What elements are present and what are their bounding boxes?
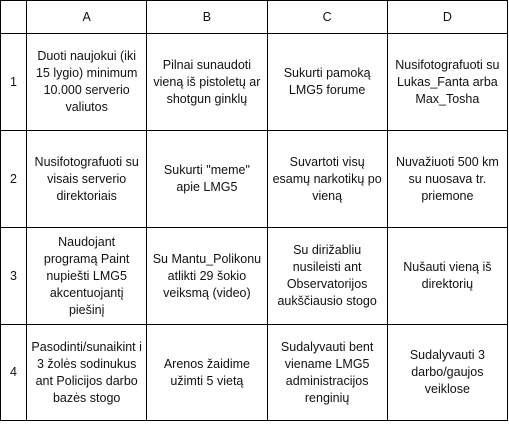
header-row — [1, 1, 508, 34]
row-header: 2 — [1, 131, 27, 228]
column-header-b: B — [147, 1, 267, 34]
task-cell: Suvartoti visų esamų narkotikų po vieną — [267, 131, 387, 228]
task-cell: Duoti naujokui (iki 15 lygio) minimum 10.000 serverio valiutos — [27, 34, 147, 131]
task-cell: Sukurti pamoką LMG5 forume — [267, 34, 387, 131]
column-header-d: D — [387, 1, 507, 34]
task-cell: Naudojant programą Paint nupiešti LMG5 akcentuojantį piešinį — [27, 228, 147, 325]
task-cell: Sukurti "meme" apie LMG5 — [147, 131, 267, 228]
task-cell: Arenos žaidime užimti 5 vietą — [147, 325, 267, 421]
row-header: 1 — [1, 34, 27, 131]
task-cell: Sudalyvauti 3 darbo/gaujos veiklose — [387, 325, 507, 421]
task-cell: Pilnai sunaudoti vieną iš pistoletų ar shotgun ginklų — [147, 34, 267, 131]
row-header: 4 — [1, 325, 27, 421]
task-cell: Pasodinti/sunaikint i 3 žolės sodinukus ant Policijos darbo bazės stogo — [27, 325, 147, 421]
task-cell: Nusifotografuoti su Lukas_Fanta arba Max_Tosha — [387, 34, 507, 131]
table-row — [1, 228, 508, 325]
table-row — [1, 34, 508, 131]
task-cell: Nušauti vieną iš direktorių — [387, 228, 507, 325]
task-cell: Su Mantu_Polikonu atlikti 29 šokio veiksmą (video) — [147, 228, 267, 325]
table-row — [1, 131, 508, 228]
column-header-a: A — [27, 1, 147, 34]
row-header: 3 — [1, 228, 27, 325]
column-header-c: C — [267, 1, 387, 34]
task-cell: Nuvažiuoti 500 km su nuosava tr. priemone — [387, 131, 507, 228]
corner-cell — [1, 1, 27, 34]
task-cell: Su dirižabliu nusileisti ant Observatorijos aukščiausio stogo — [267, 228, 387, 325]
task-cell: Sudalyvauti bent viename LMG5 administracijos renginių — [267, 325, 387, 421]
table-row — [1, 325, 508, 421]
task-cell: Nusifotografuoti su visais serverio direktoriais — [27, 131, 147, 228]
